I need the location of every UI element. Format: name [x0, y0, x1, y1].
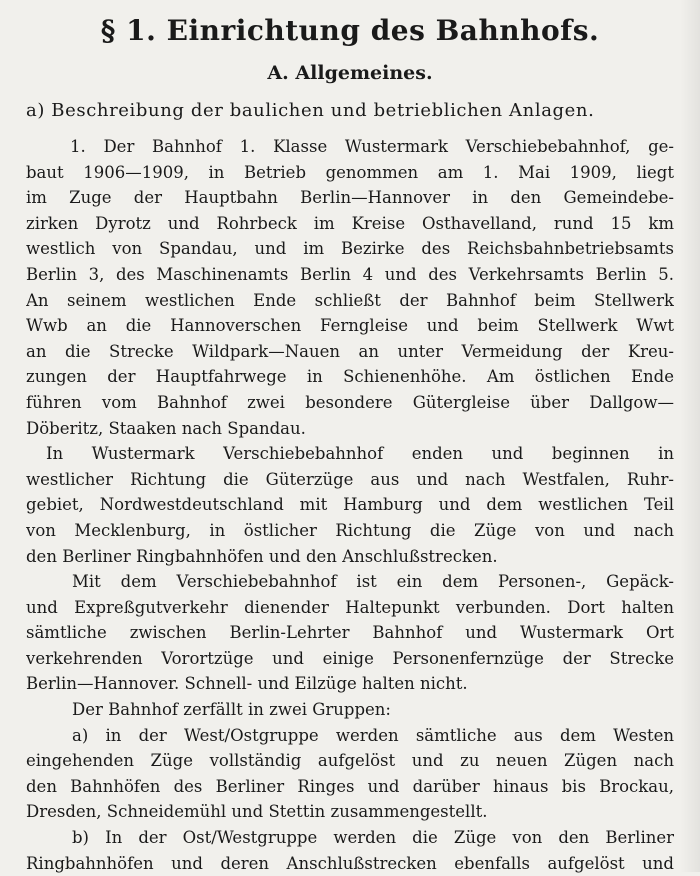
- text-line: westlicher Richtung die Güterzüge aus und nach Westfalen, Ruhr-: [26, 469, 674, 489]
- text-line: zirken Dyrotz und Rohrbeck im Kreise Osthavelland, rund 15 km: [26, 213, 674, 233]
- subsection-heading: a) Beschreibung der baulichen und betrieblichen Anlagen.: [26, 100, 595, 121]
- text-line: Der Bahnhof zerfällt in zwei Gruppen:: [72, 700, 391, 720]
- text-line: Ringbahnhöfen und deren Anschlußstrecken ebenfalls aufgelöst und: [26, 853, 674, 873]
- text-line: Mit dem Verschiebebahnhof ist ein dem Personen-, Gepäck-: [72, 572, 674, 592]
- text-line: führen vom Bahnhof zwei besondere Gütergleise über Dallgow—: [26, 392, 674, 412]
- text-line: zungen der Hauptfahrwege in Schienenhöhe. Am östlichen Ende: [26, 367, 674, 387]
- text-line: verkehrenden Vorortzüge und einige Personenfernzüge der Strecke: [26, 648, 674, 668]
- text-line: Döberitz, Staaken nach Spandau.: [26, 418, 306, 438]
- text-line: den Bahnhöfen des Berliner Ringes und darüber hinaus bis Brockau,: [26, 776, 674, 796]
- section-subtitle: A. Allgemeines.: [267, 62, 433, 84]
- text-line: an die Strecke Wildpark—Nauen an unter Vermeidung der Kreu-: [26, 341, 674, 361]
- text-line: im Zuge der Hauptbahn Berlin—Hannover in den Gemeindebe-: [26, 188, 674, 208]
- text-line: Dresden, Schneidemühl und Stettin zusammengestellt.: [26, 802, 488, 822]
- body-text: [26, 134, 674, 876]
- text-line: eingehenden Züge vollständig aufgelöst und zu neuen Zügen nach: [26, 751, 674, 771]
- text-line: baut 1906—1909, in Betrieb genommen am 1. Mai 1909, liegt: [26, 162, 674, 182]
- text-line: Wwb an die Hannoverschen Ferngleise und beim Stellwerk Wwt: [26, 316, 674, 336]
- text-line: den Berliner Ringbahnhöfen und den Anschlußstrecken.: [26, 546, 498, 566]
- text-line: von Mecklenburg, in östlicher Richtung die Züge von und nach: [26, 520, 674, 540]
- text-line: Berlin 3, des Maschinenamts Berlin 4 und des Verkehrsamts Berlin 5.: [26, 264, 674, 284]
- text-line: westlich von Spandau, und im Bezirke des Reichsbahnbetriebsamts: [26, 239, 674, 259]
- text-line: sämtliche zwischen Berlin-Lehrter Bahnhof und Wustermark Ort: [26, 623, 674, 643]
- text-line: a) in der West/Ostgruppe werden sämtliche aus dem Westen: [72, 725, 674, 745]
- page-edge-shadow: [680, 0, 700, 872]
- text-line: In Wustermark Verschiebebahnhof enden und beginnen in: [46, 444, 674, 464]
- text-line: An seinem westlichen Ende schließt der Bahnhof beim Stellwerk: [26, 290, 674, 310]
- text-line: 1. Der Bahnhof 1. Klasse Wustermark Verschiebebahnhof, ge-: [70, 137, 674, 156]
- text-line: Berlin—Hannover. Schnell- und Eilzüge halten nicht.: [26, 674, 468, 694]
- text-line: b) In der Ost/Westgruppe werden die Züge von den Berliner: [72, 828, 674, 848]
- text-line: gebiet, Nordwestdeutschland mit Hamburg und dem westlichen Teil: [26, 495, 674, 515]
- page-title: § 1. Einrichtung des Bahnhofs.: [100, 14, 600, 47]
- text-line: und Expreßgutverkehr dienender Haltepunkt verbunden. Dort halten: [26, 597, 674, 617]
